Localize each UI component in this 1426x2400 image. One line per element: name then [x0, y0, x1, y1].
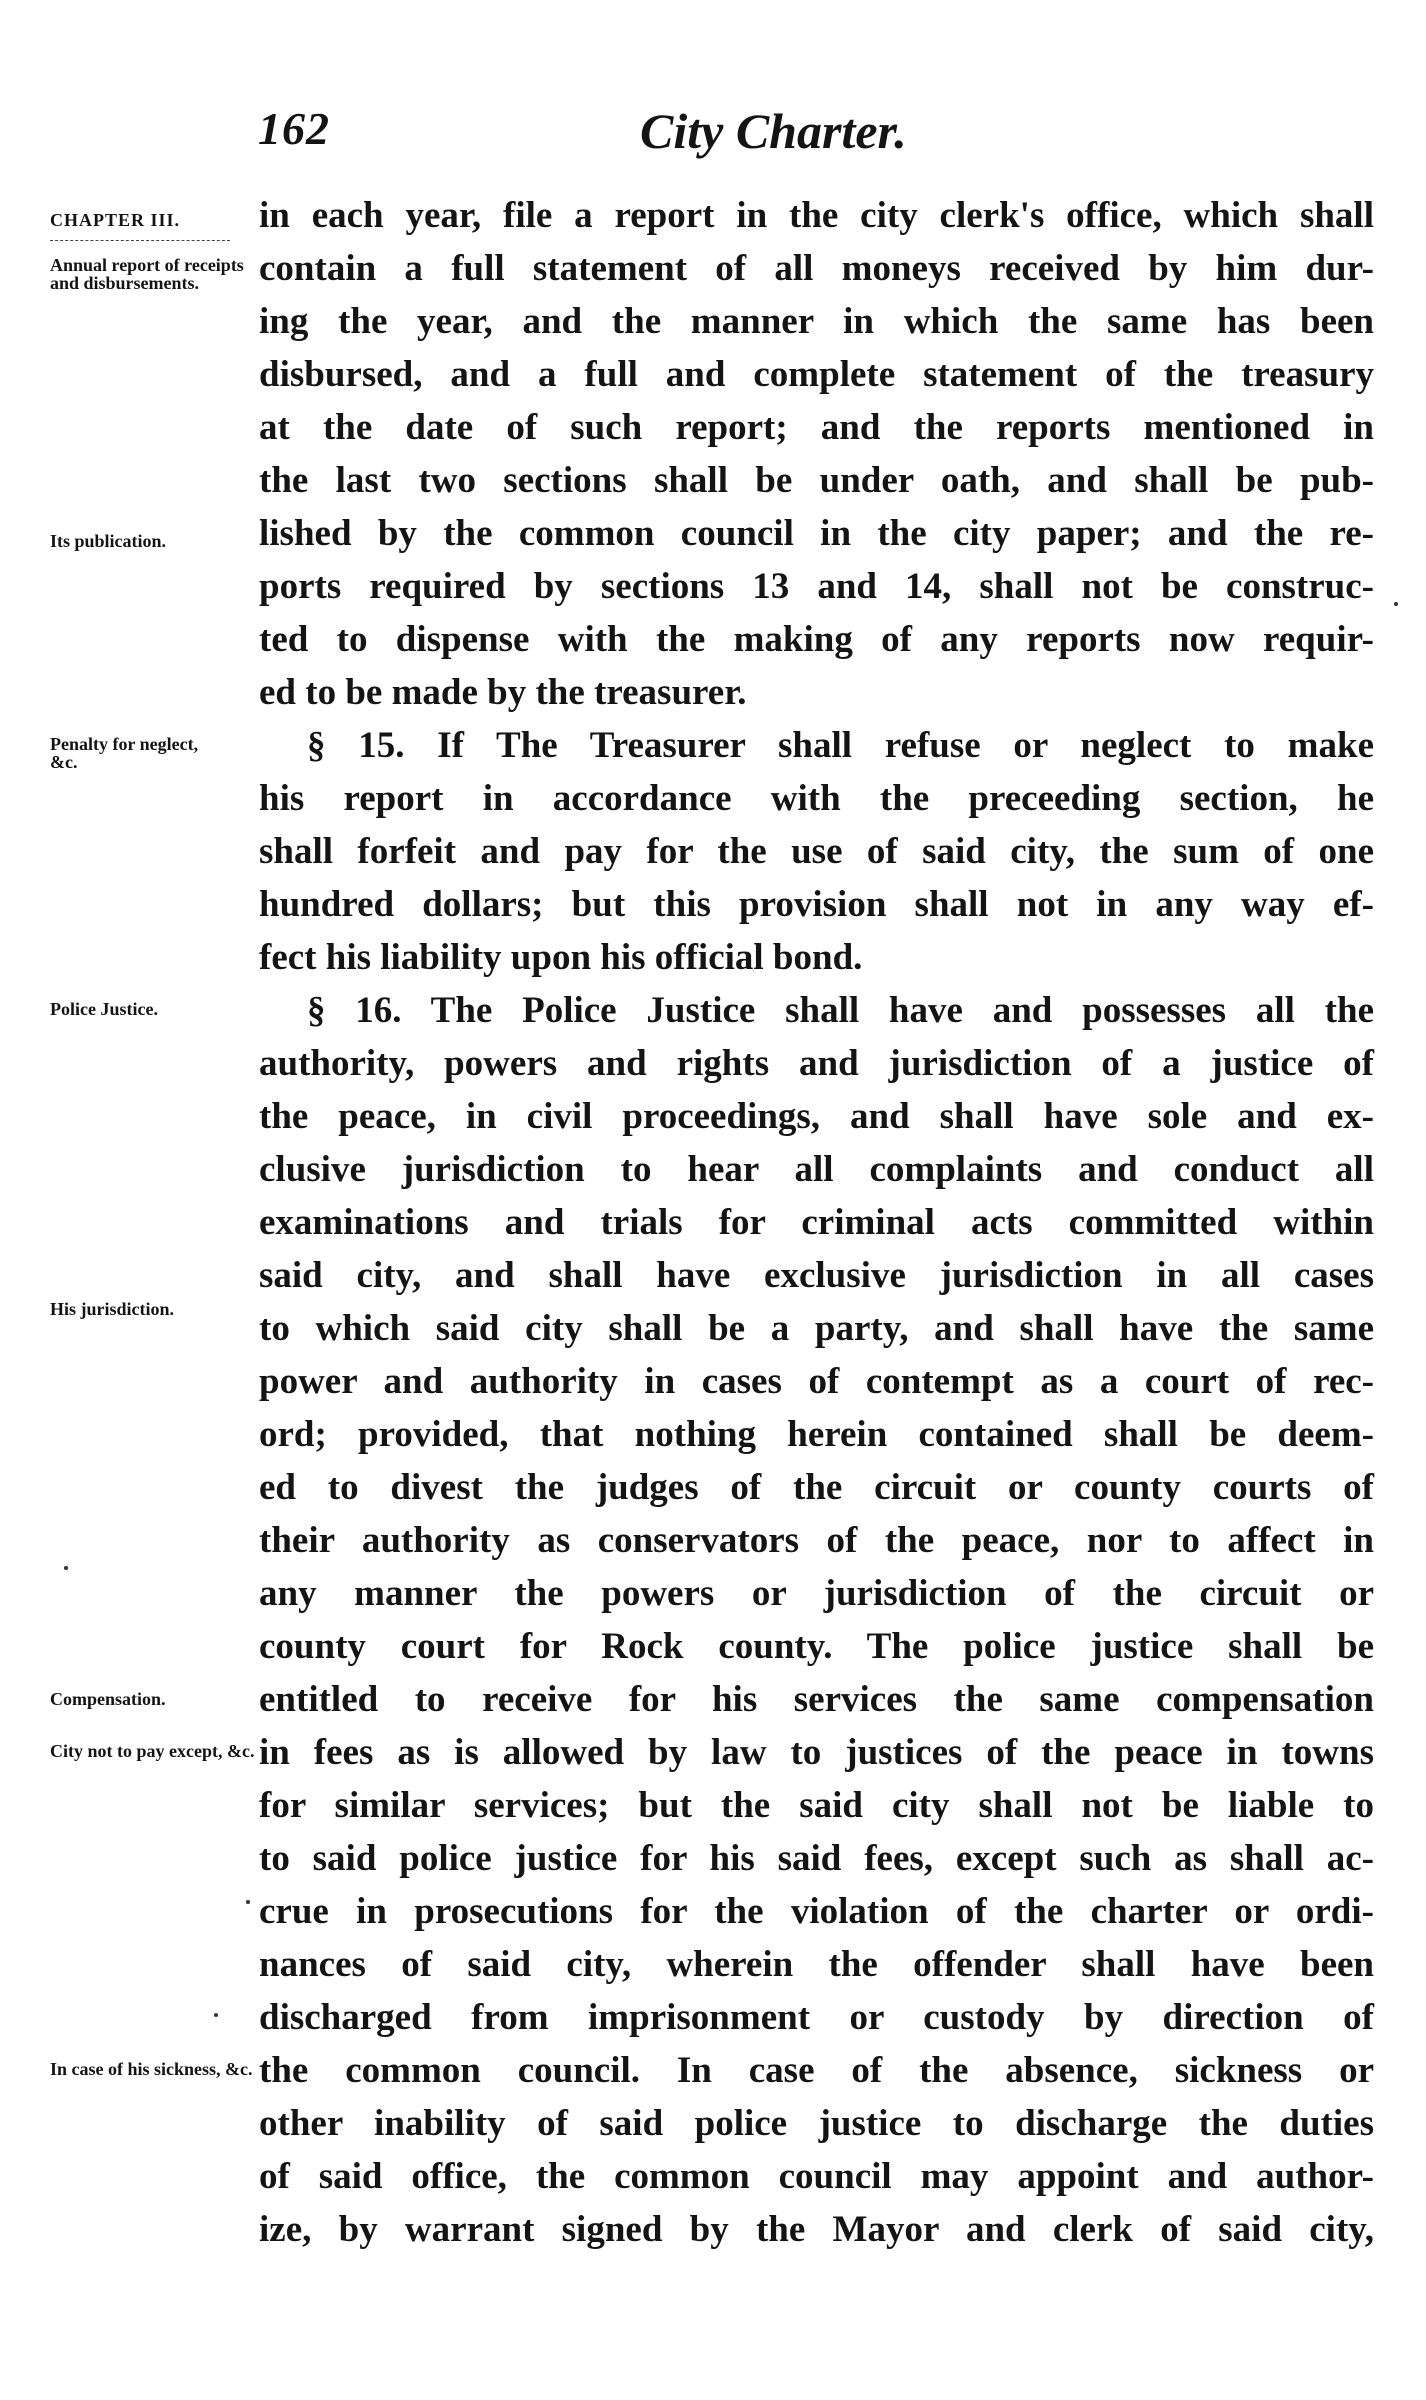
margin-note-annual-report: Annual report of receipts and disbursements.	[50, 255, 244, 293]
ink-speck	[1394, 602, 1398, 606]
text-line: ing the year, and the manner in which the same has been	[259, 301, 1374, 342]
running-title: City Charter.	[640, 103, 907, 159]
text-line: shall forfeit and pay for the use of said city, the sum of one	[259, 831, 1374, 872]
text-line: nances of said city, wherein the offender shall have been	[259, 1944, 1374, 1985]
ink-speck	[64, 1566, 68, 1570]
text-line: disbursed, and a full and complete statement of the treasury	[259, 354, 1374, 395]
text-line: ed to divest the judges of the circuit or county courts of	[259, 1467, 1374, 1508]
text-line: authority, powers and rights and jurisdiction of a justice of	[259, 1043, 1374, 1084]
text-line: clusive jurisdiction to hear all complaints and conduct all	[259, 1149, 1374, 1190]
page-number: 162	[258, 103, 330, 154]
text-line: ports required by sections 13 and 14, shall not be construc-	[259, 566, 1374, 607]
text-line: in each year, file a report in the city clerk's office, which shall	[259, 195, 1374, 236]
ink-speck	[214, 2013, 218, 2017]
text-line: ord; provided, that nothing herein contained shall be deem-	[259, 1414, 1374, 1455]
text-line: § 16. The Police Justice shall have and possesses all the	[307, 990, 1374, 1031]
text-line: at the date of such report; and the reports mentioned in	[259, 407, 1374, 448]
text-line: in fees as is allowed by law to justices of the peace in towns	[259, 1732, 1374, 1773]
text-line: said city, and shall have exclusive jurisdiction in all cases	[259, 1255, 1374, 1296]
text-line: crue in prosecutions for the violation of the charter or ordi-	[259, 1891, 1374, 1932]
text-line: any manner the powers or jurisdiction of the circuit or	[259, 1573, 1374, 1614]
text-line: fect his liability upon his official bond.	[259, 937, 863, 978]
text-line: contain a full statement of all moneys received by him dur-	[259, 248, 1374, 289]
text-line: the peace, in civil proceedings, and shall have sole and ex-	[259, 1096, 1374, 1137]
text-line: discharged from imprisonment or custody by direction of	[259, 1997, 1374, 2038]
text-line: the common council. In case of the absence, sickness or	[259, 2050, 1374, 2091]
text-line: ize, by warrant signed by the Mayor and clerk of said city,	[259, 2209, 1374, 2250]
text-line: the last two sections shall be under oath, and shall be pub-	[259, 460, 1374, 501]
text-line: entitled to receive for his services the same compensation	[259, 1679, 1374, 1720]
margin-note-his-jurisdiction: His jurisdiction.	[50, 1299, 175, 1319]
page-header	[0, 102, 1426, 172]
text-line: to said police justice for his said fees, except such as shall ac-	[259, 1838, 1374, 1879]
ink-speck	[246, 1900, 250, 1904]
text-line: county court for Rock county. The police justice shall be	[259, 1626, 1374, 1667]
text-line: power and authority in cases of contempt as a court of rec-	[259, 1361, 1374, 1402]
text-line: his report in accordance with the preceeding section, he	[259, 778, 1374, 819]
text-line: other inability of said police justice to discharge the duties	[259, 2103, 1374, 2144]
text-line: to which said city shall be a party, and shall have the same	[259, 1308, 1374, 1349]
margin-note-its-publication: Its publication.	[50, 531, 167, 551]
chapter-label: CHAPTER III.	[50, 210, 181, 230]
margin-note-in-case-of-sickness: In case of his sickness, &c.	[50, 2059, 253, 2079]
text-line: examinations and trials for criminal acts committed within	[259, 1202, 1374, 1243]
text-line: § 15. If The Treasurer shall refuse or neglect to make	[307, 725, 1374, 766]
text-line: ed to be made by the treasurer.	[259, 672, 747, 713]
margin-note-city-not-to-pay: City not to pay except, &c.	[50, 1741, 255, 1761]
text-line: for similar services; but the said city shall not be liable to	[259, 1785, 1374, 1826]
margin-note-police-justice: Police Justice.	[50, 999, 158, 1019]
text-line: of said office, the common council may appoint and author-	[259, 2156, 1374, 2197]
text-line: lished by the common council in the city paper; and the re-	[259, 513, 1374, 554]
text-line: hundred dollars; but this provision shall not in any way ef-	[259, 884, 1374, 925]
text-line: ted to dispense with the making of any reports now requir-	[259, 619, 1374, 660]
margin-note-penalty: Penalty for neglect, &c.	[50, 734, 199, 772]
chapter-rule	[50, 240, 230, 241]
margin-note-compensation: Compensation.	[50, 1689, 166, 1709]
text-line: their authority as conservators of the peace, nor to affect in	[259, 1520, 1374, 1561]
